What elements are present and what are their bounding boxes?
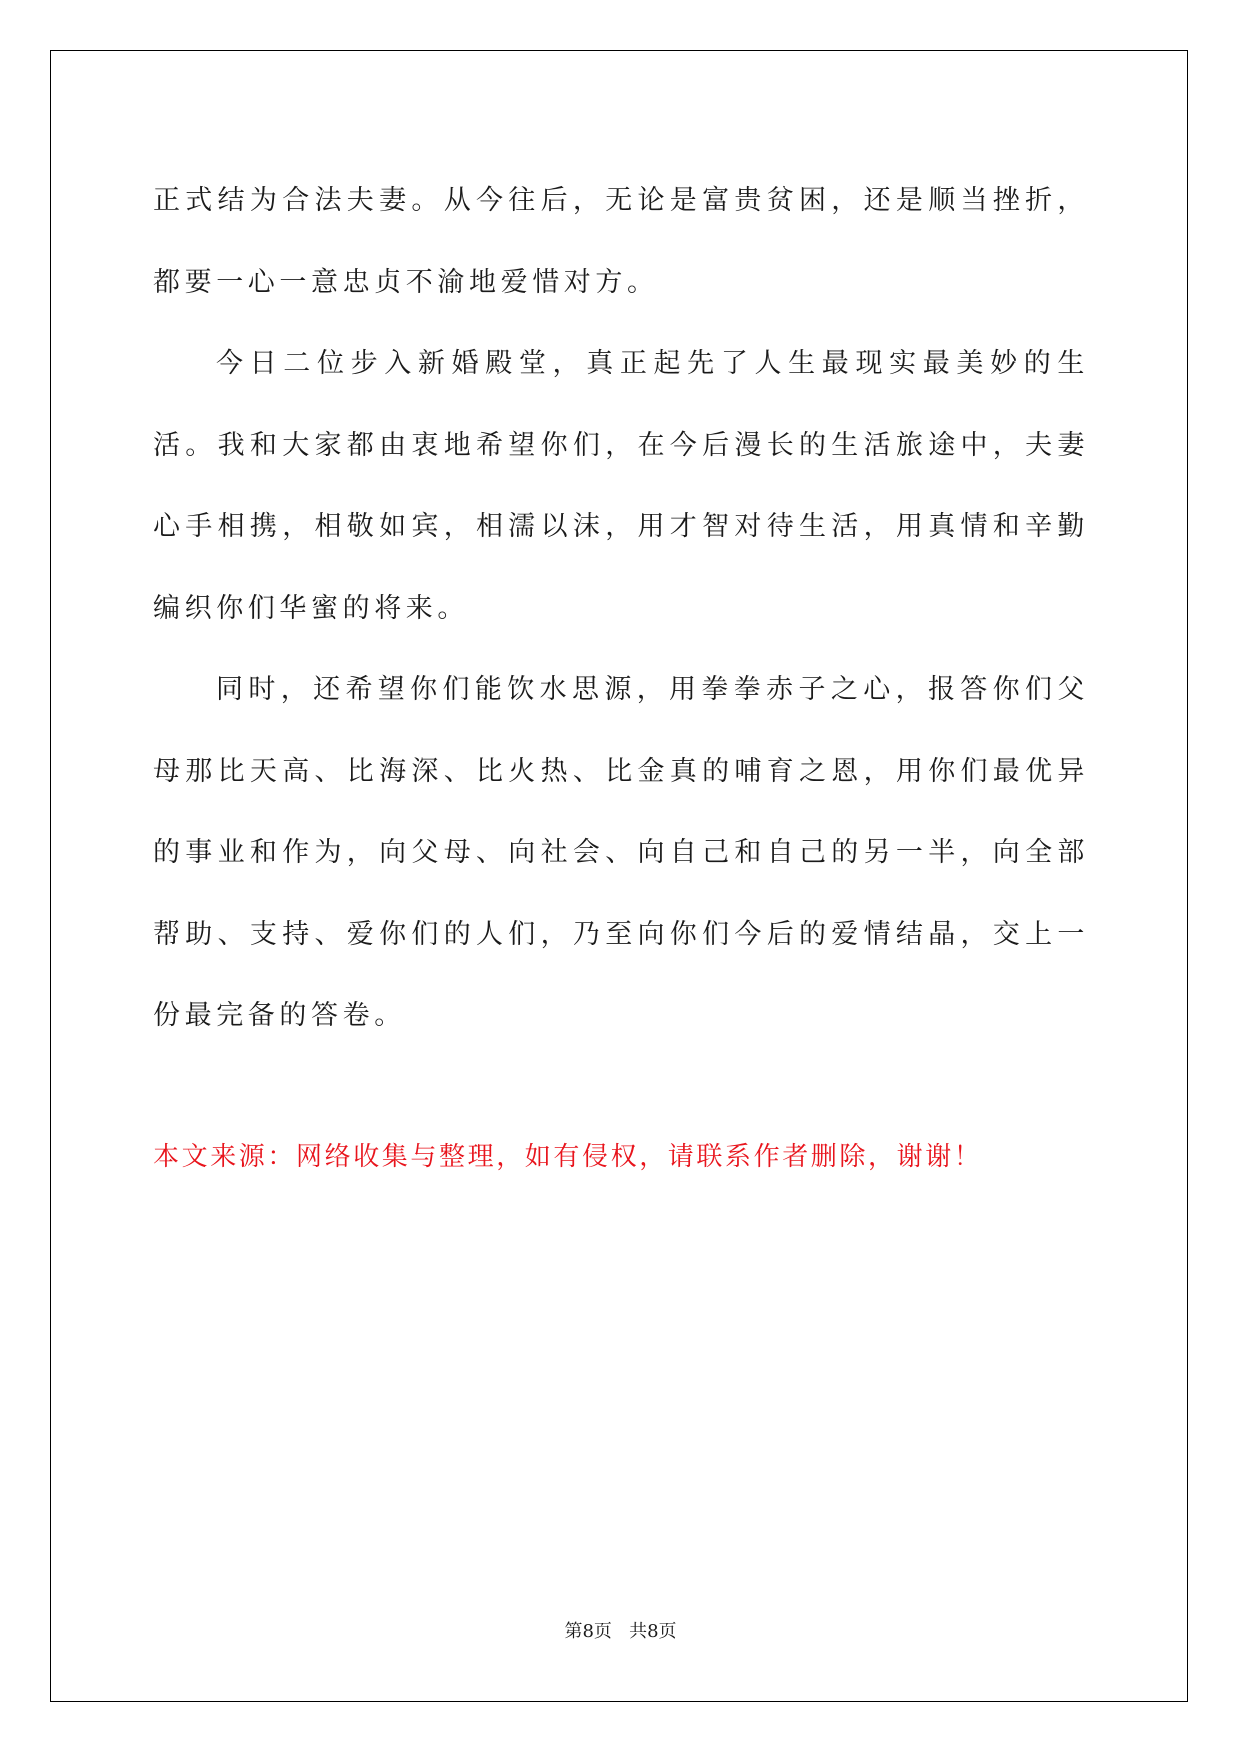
paragraph-3: 同时，还希望你们能饮水思源，用拳拳赤子之心，报答你们父母那比天高、比海深、比火热、比金真的哺育之恩，用你们最优异的事业和作为，向父母、向社会、向自己和自己的另一半，向全部帮助、支持、爱你们的人们，乃至向你们今后的爱情结晶，交上一份最完备的答卷。 — [153, 674, 1089, 1031]
document-body — [153, 160, 1089, 1057]
paragraph-1: 正式结为合法夫妻。从今往后，无论是富贵贫困，还是顺当挫折，都要一心一意忠贞不渝地爱惜对方。 — [153, 185, 1089, 298]
source-disclaimer: 本文来源：网络收集与整理，如有侵权，请联系作者删除，谢谢！ — [153, 1142, 983, 1172]
paragraph-2: 今日二位步入新婚殿堂，真正起先了人生最现实最美妙的生活。我和大家都由衷地希望你们，在今后漫长的生活旅途中，夫妻心手相携，相敬如宾，相濡以沫，用才智对待生活，用真情和辛勤编织你们华蜜的将来。 — [153, 348, 1089, 624]
page-number-footer: 第8页 共8页 — [564, 1621, 677, 1642]
